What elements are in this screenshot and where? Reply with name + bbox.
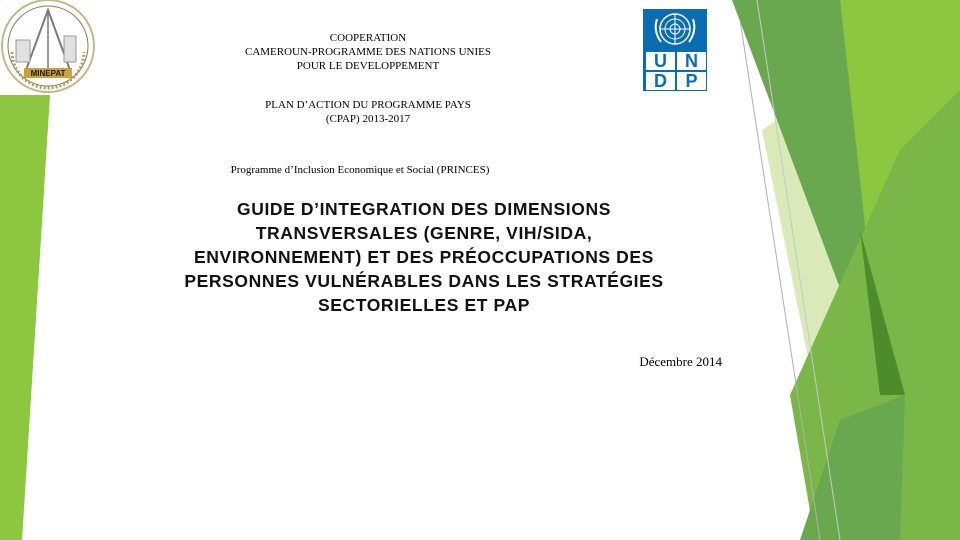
cooperation-line: COOPERATION (329, 32, 407, 44)
cooperation-line: POUR LE DEVELOPPEMENT (296, 60, 440, 72)
title-line: GUIDE D’INTEGRATION DES DIMENSIONS (237, 199, 611, 219)
title-line: ENVIRONNEMENT) ET DES PRÉOCCUPATIONS DES (194, 247, 654, 267)
un-emblem-icon (643, 9, 707, 50)
undp-logo (643, 9, 707, 91)
cpap-line: PLAN D’ACTION DU PROGRAMME PAYS (265, 99, 471, 111)
programme-name: Programme d’Inclusion Economique et Social (PRINCES) (230, 164, 490, 176)
title-line: PERSONNES VULNÉRABLES DANS LES STRATÉGIES (184, 271, 664, 291)
svg-text:MINEPAT: MINEPAT (30, 69, 66, 78)
document-title (110, 197, 738, 317)
cpap-heading (212, 98, 524, 126)
undp-letter-p: P (677, 72, 706, 90)
cpap-line: (CPAP) 2013-2017 (325, 113, 411, 125)
undp-letter-d: D (646, 72, 675, 90)
title-line: SECTORIELLES ET PAP (317, 295, 531, 315)
cooperation-line: CAMEROUN-PROGRAMME DES NATIONS UNIES (245, 46, 491, 58)
title-line: TRANSVERSALES (GENRE, VIH/SIDA, (255, 223, 593, 243)
minepat-seal-logo (0, 0, 100, 100)
undp-letter-u: U (646, 52, 675, 70)
undp-letter-n: N (677, 52, 706, 70)
left-green-facet (0, 95, 50, 540)
cooperation-heading (212, 31, 524, 73)
document-date: Décembre 2014 (639, 354, 722, 369)
